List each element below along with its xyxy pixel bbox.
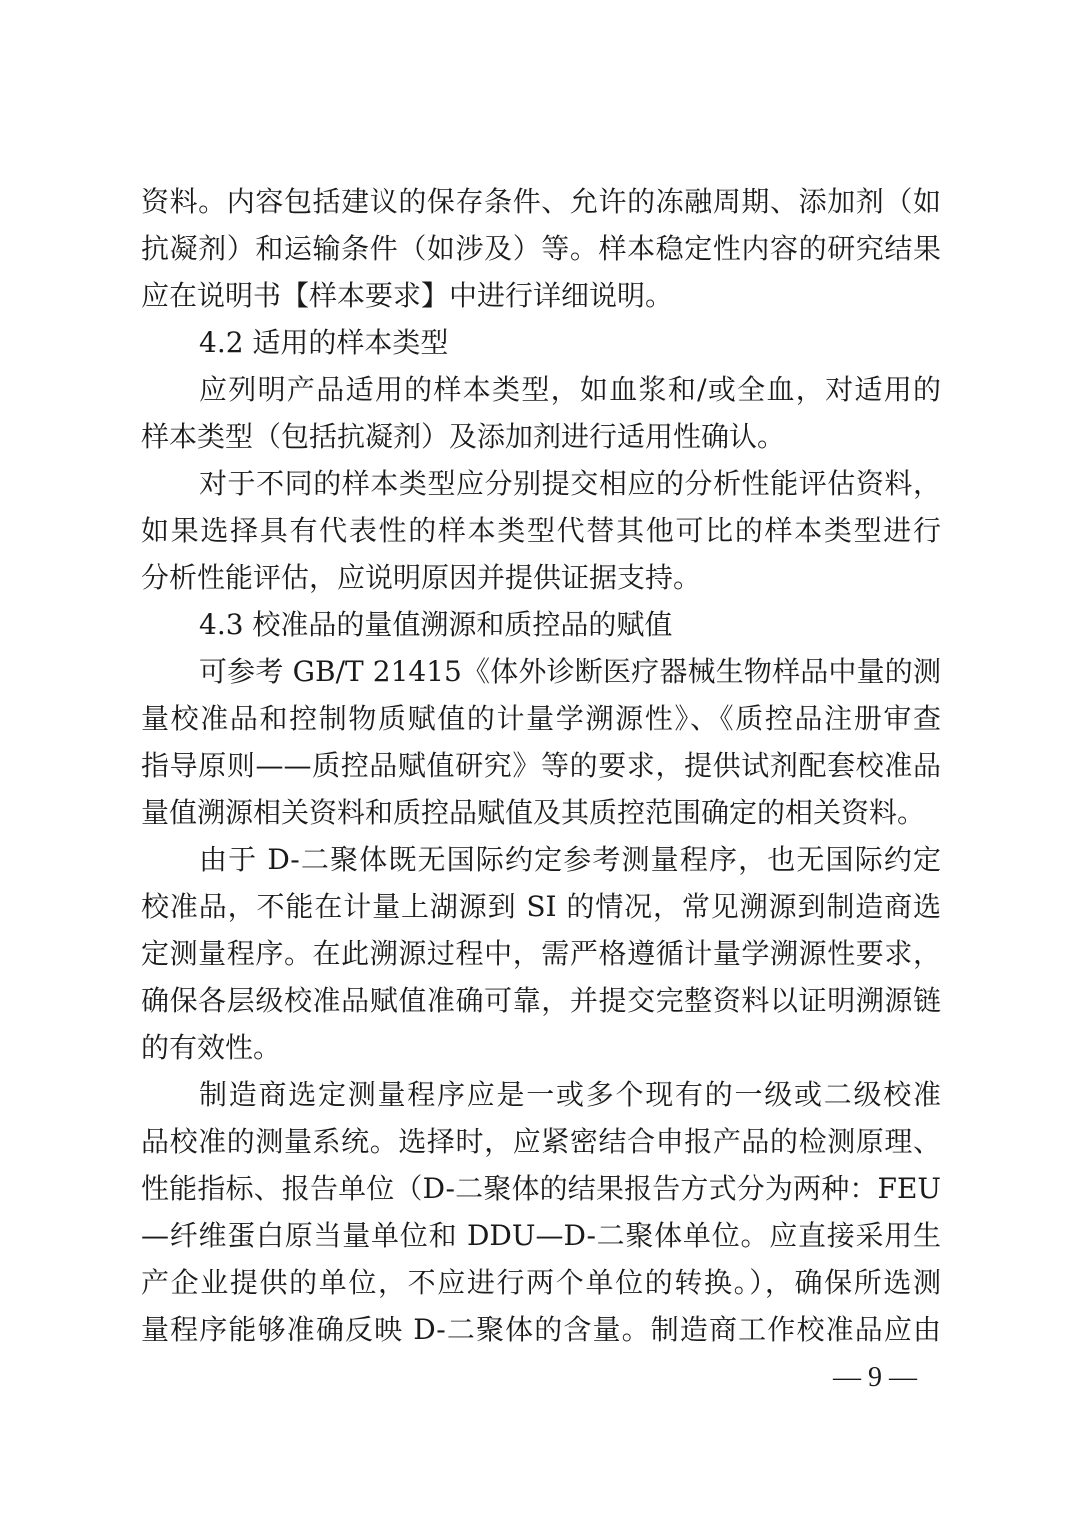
text-line: 的有效性。 [141, 1031, 282, 1064]
text-line: 制造商选定测量程序应是一或多个现有的一级或二级校准 [199, 1078, 941, 1111]
text-line: 如果选择具有代表性的样本类型代替其他可比的样本类型进行 [141, 514, 941, 547]
text-line: 量值溯源相关资料和质控品赋值及其质控范围确定的相关资料。 [141, 796, 926, 829]
text-line: 抗凝剂）和运输条件（如涉及）等。样本稳定性内容的研究结果 [141, 232, 941, 265]
text-line: 样本类型（包括抗凝剂）及添加剂进行适用性确认。 [141, 420, 786, 453]
page-number: — 9 — [833, 1362, 917, 1393]
text-line: 产企业提供的单位，不应进行两个单位的转换。），确保所选测 [141, 1266, 941, 1299]
text-line: 分析性能评估，应说明原因并提供证据支持。 [141, 561, 702, 594]
text-line: 品校准的测量系统。选择时，应紧密结合申报产品的检测原理、 [141, 1125, 941, 1158]
text-line: 可参考 GB/T 21415《体外诊断医疗器械生物样品中量的测 [199, 655, 941, 688]
text-line: 应列明产品适用的样本类型，如血浆和/或全血，对适用的 [199, 373, 941, 406]
text-line: 由于 D-二聚体既无国际约定参考测量程序，也无国际约定 [199, 843, 941, 876]
text-line: —纤维蛋白原当量单位和 DDU—D-二聚体单位。应直接采用生 [141, 1219, 941, 1252]
text-line: 对于不同的样本类型应分别提交相应的分析性能评估资料， [199, 467, 941, 500]
text-line: 性能指标、报告单位（D-二聚体的结果报告方式分为两种：FEU [141, 1172, 941, 1205]
text-line: 校准品，不能在计量上湖源到 SI 的情况，常见溯源到制造商选 [141, 890, 941, 923]
text-line: 确保各层级校准品赋值准确可靠，并提交完整资料以证明溯源链 [141, 984, 941, 1017]
section-heading-4-2: 4.2 适用的样本类型 [199, 326, 449, 359]
text-line: 量校准品和控制物质赋值的计量学溯源性》、《质控品注册审查 [141, 702, 941, 735]
text-line: 量程序能够准确反映 D-二聚体的含量。制造商工作校准品应由 [141, 1313, 941, 1346]
text-line: 定测量程序。在此溯源过程中，需严格遵循计量学溯源性要求， [141, 937, 941, 970]
text-line: 资料。内容包括建议的保存条件、允许的冻融周期、添加剂（如 [141, 185, 941, 218]
body-text [141, 178, 941, 1353]
text-line: 应在说明书【样本要求】中进行详细说明。 [141, 279, 674, 312]
text-line: 指导原则——质控品赋值研究》等的要求，提供试剂配套校准品 [141, 749, 941, 782]
section-heading-4-3: 4.3 校准品的量值溯源和质控品的赋值 [199, 608, 673, 641]
